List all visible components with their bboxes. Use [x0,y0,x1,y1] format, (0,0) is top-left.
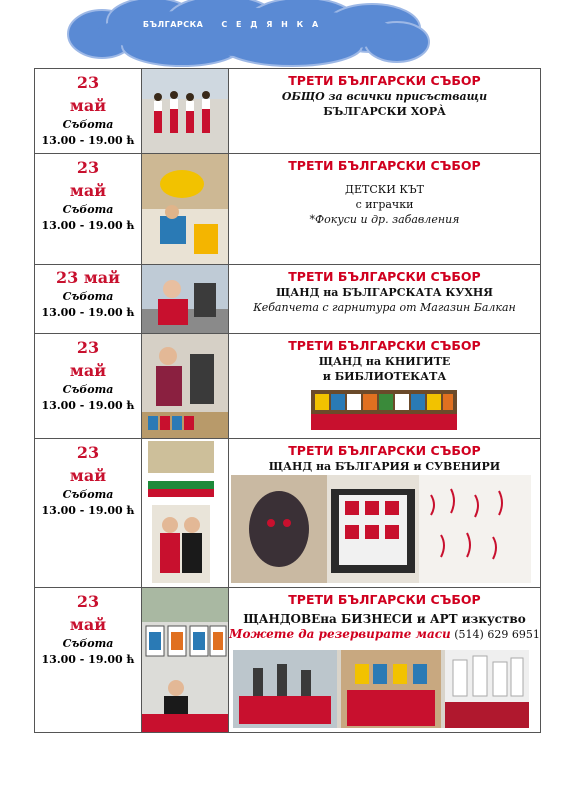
photo-cell [142,334,229,439]
event-line-2: с играчки [355,198,414,211]
event-line-2: БЪЛГАРСКИ ХОРÀ [323,105,446,118]
event-line-3: *Фокуси и др. забавления [309,213,460,226]
event-line-1: ЩАНД на КНИГИТЕ [318,355,451,368]
event-line-2: Кебапчета с гарнитура от Магазин Балкан [253,301,516,314]
schedule-row [35,439,541,588]
date-weekday: Събота [62,637,114,650]
photo-cell [142,588,229,733]
date-cell [35,439,142,588]
event-title: ТРЕТИ БЪЛГАРСКИ СЪБОР [288,443,481,458]
date-month: май [69,361,107,380]
photo-cell [142,69,229,154]
date-cell [35,154,142,265]
event-title: ТРЕТИ БЪЛГАРСКИ СЪБОР [288,592,481,607]
folk-dancers-photo [142,69,228,153]
event-line-1: ДЕТСКИ КЪТ [345,183,424,196]
date-hours: 13.00 - 19.00 ћ [41,219,135,232]
date-cell [35,588,142,733]
event-info-cell [229,154,541,265]
event-title: ТРЕТИ БЪЛГАРСКИ СЪБОР [288,338,481,353]
schedule-row [35,69,541,154]
date-weekday: Събота [62,383,114,396]
event-title: ТРЕТИ БЪЛГАРСКИ СЪБОР [288,158,481,173]
date-day: 23 [76,592,100,611]
kitchen-stand-photo [142,265,228,333]
books-table-photo [311,390,457,430]
photo-cell [142,154,229,265]
date-weekday: Събота [62,203,114,216]
event-line-1: ЩАНД на БЪЛГАРИЯ и СУВЕНИРИ [268,460,501,473]
event-info-cell [229,69,541,154]
schedule-row [35,265,541,334]
date-day-month: 23 май [56,268,120,287]
schedule-row [35,334,541,439]
date-month: май [69,615,107,634]
date-month: май [69,96,107,115]
banner-word-1: БЪЛГАРСКА [142,20,204,29]
souvenirs-photo [142,439,228,587]
photo-cell [142,265,229,334]
date-hours: 13.00 - 19.00 ћ [41,653,135,666]
schedule-row [35,588,541,733]
date-cell [35,69,142,154]
schedule-table [34,68,541,733]
event-line-1: ЩАНД на БЪЛГАРСКАТА КУХНЯ [276,286,493,299]
date-day: 23 [76,73,100,92]
date-day: 23 [76,338,100,357]
business-stands-photo [233,650,529,728]
date-weekday: Събота [62,290,114,303]
books-stand-photo [142,334,228,438]
schedule-row [35,154,541,265]
banner-word-2: С Е Д Я Н К А [221,20,322,29]
date-day: 23 [76,443,100,462]
date-cell [35,265,142,334]
date-hours: 13.00 - 19.00 ћ [41,134,135,147]
date-hours: 13.00 - 19.00 ћ [41,399,135,412]
event-info-cell [229,588,541,733]
date-month: май [69,181,107,200]
event-title: ТРЕТИ БЪЛГАРСКИ СЪБОР [288,269,481,284]
event-banner-title [62,20,402,29]
event-info-cell [229,334,541,439]
date-month: май [69,466,107,485]
event-info-cell [229,439,541,588]
souvenir-stands-photo [231,475,531,583]
kids-corner-photo [142,154,228,264]
date-hours: 13.00 - 19.00 ћ [41,504,135,517]
event-reservation-line [229,627,540,642]
event-line-2: и БИБЛИОТЕКАТА [322,370,447,383]
event-line-1: ОБЩО за всички присъстващи [281,90,488,103]
date-hours: 13.00 - 19.00 ћ [41,306,135,319]
art-stand-photo [142,588,228,732]
reservation-text: Можете да резервирате маси [229,627,451,641]
event-info-cell [229,265,541,334]
photo-cell [142,439,229,588]
event-title: ТРЕТИ БЪЛГАРСКИ СЪБОР [288,73,481,88]
event-line-1: ЩАНДОВЕна БИЗНЕСИ и АРТ изкуство [243,612,526,626]
phone-number: (514) 629 6951 [454,628,540,641]
date-weekday: Събота [62,488,114,501]
date-weekday: Събота [62,118,114,131]
date-day: 23 [76,158,100,177]
cloud-banner [62,0,432,68]
date-cell [35,334,142,439]
